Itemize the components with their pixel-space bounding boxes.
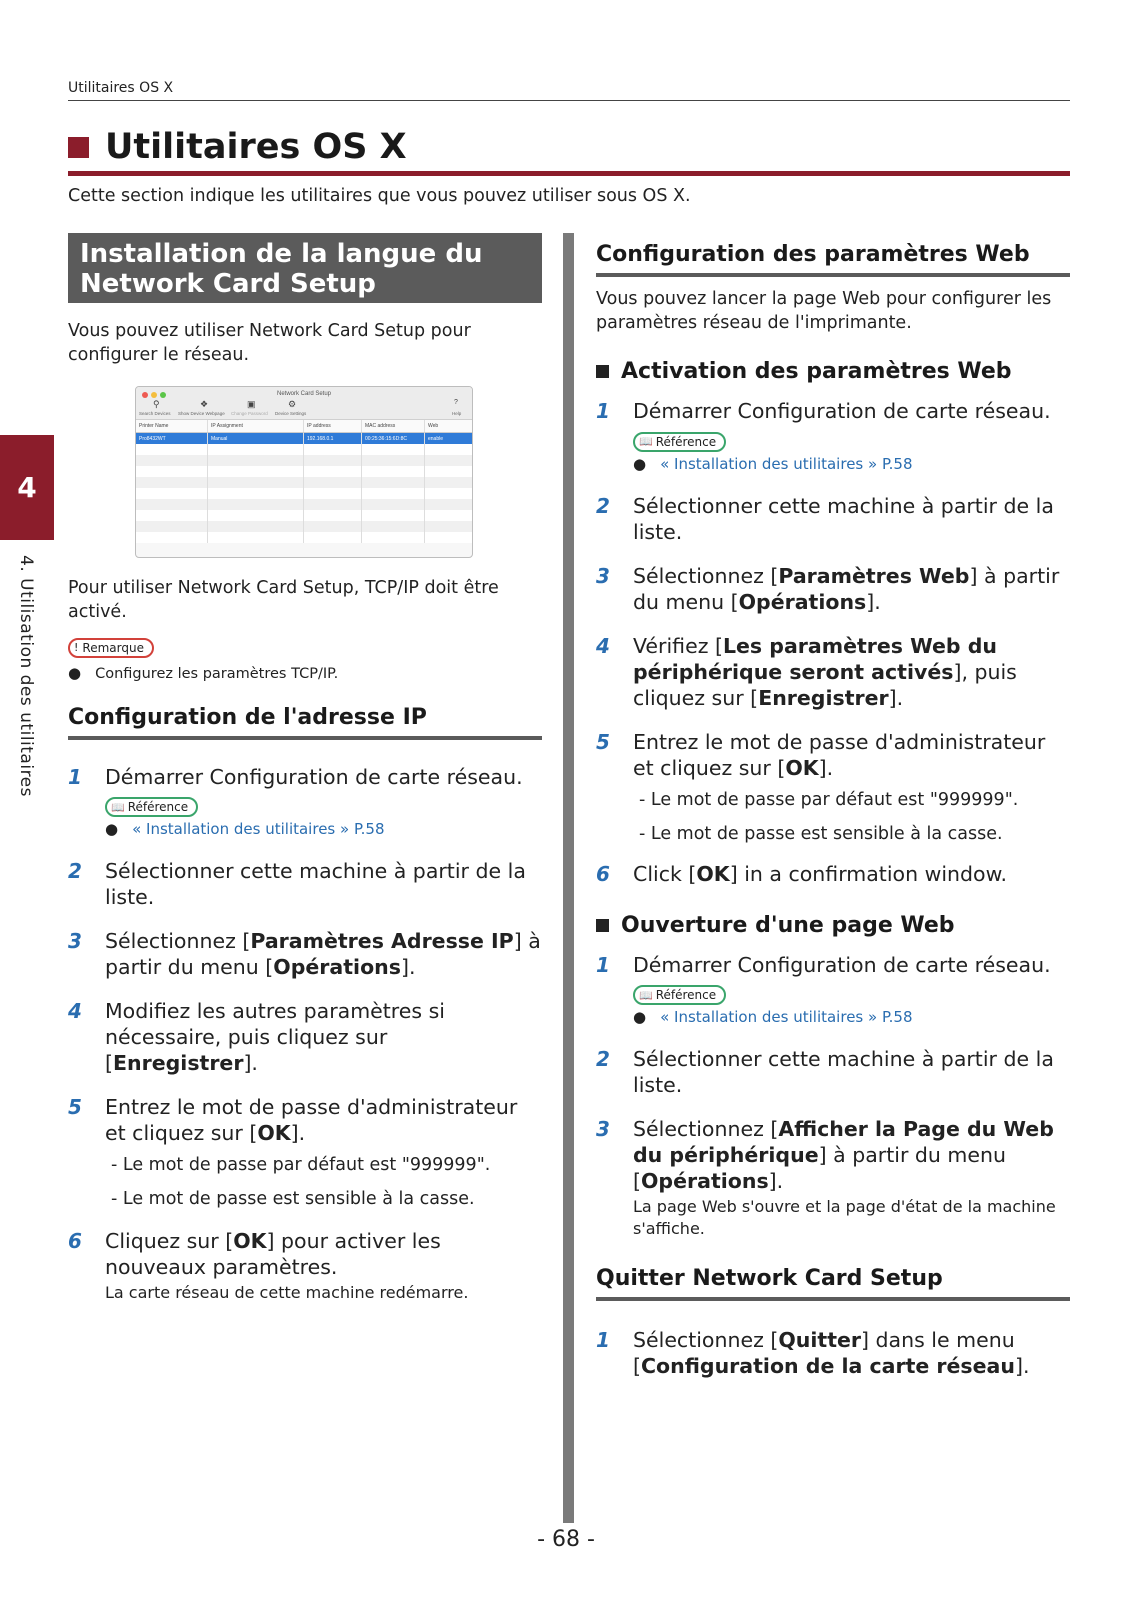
step-number: 1 <box>596 399 610 423</box>
column-header: MAC address <box>362 420 425 432</box>
square-bullet-icon <box>596 365 609 378</box>
web-heading: Configuration des paramètres Web <box>596 242 1070 277</box>
reference-badge <box>633 985 726 1005</box>
bullet-icon: ● <box>633 1008 647 1026</box>
table-row <box>136 532 472 543</box>
step-number: 2 <box>596 1047 610 1071</box>
square-bullet-icon <box>596 919 609 932</box>
open-ref-row <box>596 984 1070 1006</box>
remark-label: Remarque <box>82 640 144 655</box>
step-number: 4 <box>68 999 82 1023</box>
table-row <box>136 433 472 444</box>
book-icon: 📖 <box>639 435 653 448</box>
step-number: 1 <box>596 952 610 977</box>
toolbar-label-password: Change Password <box>231 411 268 416</box>
column-divider <box>563 233 574 1523</box>
step-number: 3 <box>596 1117 610 1141</box>
section-heading-install: Installation de la langue du Network Card Setup <box>68 233 542 303</box>
step-text: Sélectionnez [Paramètres Adresse IP] à partir du menu [Opérations]. <box>105 929 541 979</box>
ip-ref-link-row <box>68 819 542 838</box>
table-row <box>136 444 472 455</box>
step-number: 6 <box>596 861 610 886</box>
table-row <box>136 510 472 521</box>
step-number: 4 <box>596 633 610 658</box>
toolbar-label-webpage: Show Device Webpage <box>178 411 225 416</box>
left-column <box>68 233 542 1304</box>
step-number: 1 <box>68 764 82 789</box>
open-step-1 <box>596 952 1070 978</box>
exclamation-icon: ! <box>74 641 79 654</box>
step-text: Modifiez les autres paramètres si nécessaire, puis cliquez sur [Enregistrer]. <box>105 999 445 1075</box>
remark-badge-row <box>68 636 542 658</box>
step-number: 2 <box>68 859 82 883</box>
ip-step-4 <box>68 998 542 1076</box>
step-text: Démarrer Configuration de carte réseau. <box>633 952 1051 977</box>
step-text: Entrez le mot de passe d'administrateur et cliquez sur [OK]. <box>633 729 1046 780</box>
column-header: IP address <box>304 420 362 432</box>
open-heading-row <box>596 913 1070 938</box>
step-text: Cliquez sur [OK] pour activer les nouveaux paramètres. <box>105 1229 441 1279</box>
ip-step-5 <box>68 1094 542 1146</box>
web-body: Vous pouvez lancer la page Web pour configurer les paramètres réseau de l'imprimante. <box>596 289 1052 333</box>
step-number: 2 <box>596 493 610 518</box>
act-step-4 <box>596 633 1070 711</box>
title-square-icon <box>68 137 89 158</box>
act-step-2 <box>596 493 1070 545</box>
header-rule <box>68 100 1070 101</box>
step-text: Sélectionnez [Paramètres Web] à partir du menu [Opérations]. <box>633 563 1060 614</box>
ip-restart-note: La carte réseau de cette machine redémarre. <box>105 1283 469 1302</box>
screenshot-window-title: Network Card Setup <box>276 391 332 397</box>
install-utilities-link[interactable]: « Installation des utilitaires » P.58 <box>660 1008 913 1026</box>
step-text: Vérifiez [Les paramètres Web du périphérique seront activés], puis cliquez sur [Enregistrer]. <box>633 633 1017 710</box>
ip-ref-row <box>68 796 542 818</box>
open-step-3 <box>596 1116 1070 1194</box>
title-rule <box>68 171 1070 176</box>
act-note-case-sensitive: - Le mot de passe est sensible à la casse. <box>639 823 1003 844</box>
step-number: 6 <box>68 1229 82 1253</box>
open-page-note: La page Web s'ouvre et la page d'état de la machine s'affiche. <box>633 1197 1056 1238</box>
remark-item <box>68 662 542 685</box>
toolbar-label-settings: Device Settings <box>275 411 307 416</box>
step-text: Sélectionnez [Afficher la Page du Web du périphérique] à partir du menu [Opérations]. <box>633 1117 1054 1193</box>
reference-badge <box>633 432 726 452</box>
table-row <box>136 466 472 477</box>
open-step-2 <box>596 1046 1070 1098</box>
step-number: 3 <box>68 929 82 953</box>
reference-label: Référence <box>655 434 717 449</box>
network-card-setup-screenshot <box>135 386 473 558</box>
screenshot-toolbar <box>136 387 472 420</box>
webpage-icon: ❖ <box>200 399 209 409</box>
toolbar-label-search: Search Devices <box>139 411 171 416</box>
intro-text: Cette section indique les utilitaires que vous pouvez utiliser sous OS X. <box>68 186 691 206</box>
step-number: 1 <box>596 1328 610 1352</box>
table-row <box>136 477 472 488</box>
page-number: - 68 - <box>537 1527 595 1552</box>
table-cell: enable <box>428 435 444 442</box>
page-title: Utilitaires OS X <box>105 127 407 167</box>
act-step-5 <box>596 729 1070 781</box>
step-text: Démarrer Configuration de carte réseau. <box>105 764 523 789</box>
quit-step-1 <box>596 1327 1070 1379</box>
act-step-3 <box>596 563 1070 615</box>
table-row <box>136 499 472 510</box>
step-text: Sélectionnez [Quitter] dans le menu [Configuration de la carte réseau]. <box>633 1328 1030 1378</box>
ip-step-2 <box>68 858 542 910</box>
table-row <box>136 521 472 532</box>
column-header: Web <box>428 423 439 429</box>
book-icon: 📖 <box>639 988 653 1002</box>
step-text: Démarrer Configuration de carte réseau. <box>633 399 1051 423</box>
screenshot-table-header <box>136 420 472 433</box>
section-body-install: Vous pouvez utiliser Network Card Setup pour configurer le réseau. <box>68 321 471 365</box>
step-text: Sélectionner cette machine à partir de la liste. <box>633 1047 1054 1097</box>
gear-icon: ⚙ <box>288 399 297 409</box>
table-row <box>136 488 472 499</box>
reference-badge <box>105 797 198 817</box>
act-step-6 <box>596 861 1070 887</box>
table-cell: Manual <box>208 433 304 444</box>
step-number: 5 <box>596 729 610 754</box>
act-ref-link-row <box>596 454 1070 473</box>
running-head: Utilitaires OS X <box>68 80 174 96</box>
ip-heading: Configuration de l'adresse IP <box>68 705 542 740</box>
tcp-note: Pour utiliser Network Card Setup, TCP/IP doit être activé. <box>68 578 499 622</box>
quit-heading: Quitter Network Card Setup <box>596 1266 1070 1301</box>
table-row <box>136 455 472 466</box>
remark-badge <box>68 638 154 658</box>
open-ref-link-row <box>596 1007 1070 1026</box>
table-cell: 00:25:36:15:6D:8C <box>362 433 425 444</box>
column-header: IP Assignment <box>208 420 304 432</box>
chapter-label: 4. Utilisation des utilitaires <box>16 555 36 798</box>
reference-label: Référence <box>127 800 189 814</box>
bullet-icon: ● <box>105 820 119 838</box>
step-text: Sélectionner cette machine à partir de la liste. <box>105 859 526 909</box>
table-cell: 192.168.0.1 <box>304 433 362 444</box>
reference-label: Référence <box>655 988 717 1002</box>
ip-note-case-sensitive: - Le mot de passe est sensible à la casse. <box>111 1189 475 1209</box>
right-column <box>596 233 1070 1379</box>
column-header: Printer Name <box>136 420 208 432</box>
ip-note-default-password: - Le mot de passe par défaut est "999999". <box>111 1155 491 1175</box>
step-number: 5 <box>68 1095 82 1119</box>
book-icon: 📖 <box>111 800 125 814</box>
step-number: 3 <box>596 563 610 588</box>
help-icon: ? <box>454 399 458 406</box>
ip-step-1 <box>68 764 542 790</box>
step-text: Click [OK] in a confirmation window. <box>633 861 1007 886</box>
open-heading: Ouverture d'une page Web <box>621 912 955 938</box>
act-note-default-password: - Le mot de passe par défaut est "999999". <box>639 789 1019 810</box>
act-step-1 <box>596 398 1070 424</box>
activation-heading-row <box>596 359 1070 384</box>
remark-text: Configurez les paramètres TCP/IP. <box>95 665 339 682</box>
lock-icon: ▣ <box>247 399 256 409</box>
install-utilities-link[interactable]: « Installation des utilitaires » P.58 <box>132 820 385 838</box>
act-ref-row <box>596 430 1070 452</box>
page-title-block <box>68 127 407 167</box>
search-icon: ⚲ <box>153 399 160 409</box>
bullet-icon: ● <box>633 454 647 473</box>
activation-heading: Activation des paramètres Web <box>621 359 1012 384</box>
chapter-tab: 4 <box>0 435 54 540</box>
step-text: Sélectionner cette machine à partir de la liste. <box>633 493 1054 544</box>
install-utilities-link[interactable]: « Installation des utilitaires » P.58 <box>660 454 913 473</box>
table-cell: Pro8432WT <box>136 433 208 444</box>
ip-step-3 <box>68 928 542 980</box>
bullet-icon: ● <box>68 663 82 682</box>
toolbar-label-help: Help <box>452 411 462 416</box>
ip-step-6 <box>68 1228 542 1280</box>
step-text: Entrez le mot de passe d'administrateur et cliquez sur [OK]. <box>105 1095 518 1145</box>
